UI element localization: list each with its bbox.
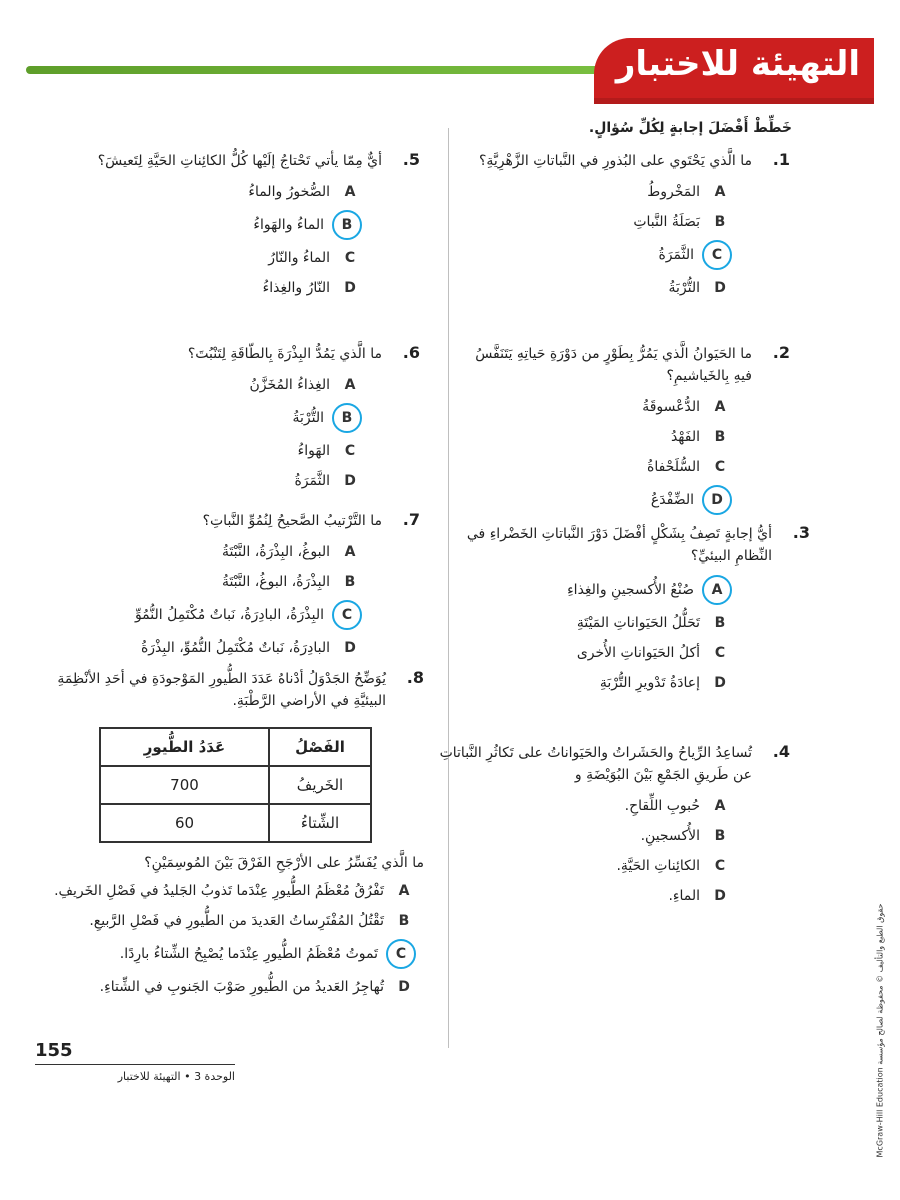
question-text: ما الحَيَوانُ الَّذي يَمُرُّ بِطَوْرٍ من دَوْرَةِ حَياتِهِ يَتَنَفَّسُ فيهِ بِالخَياشيمِ؟	[475, 346, 752, 384]
question-5	[34, 150, 420, 306]
option-text: الدُّعْسوقَةُ	[642, 399, 700, 415]
question-text: تُساعِدُ الرِّياحُ والحَشَراتُ والحَيَواناتُ على تَكاثُرِ النَّباتاتِ عن طَريقِ الجَمْعِ بَيْنَ البُوَيْضَةِ و	[439, 745, 752, 783]
option-a[interactable]	[34, 879, 416, 903]
option-a[interactable]	[430, 794, 732, 818]
option-text: الثَّمَرَةُ	[658, 247, 694, 263]
correct-answer-circle: C	[332, 600, 362, 630]
question-text: ما التَّرْتيبُ الصَّحيحُ لِنُمُوِّ النَّباتِ؟	[202, 513, 382, 529]
option-letter: A	[714, 798, 726, 814]
option-text: الأُكسجينِ.	[640, 828, 700, 844]
footer-rule	[35, 1064, 235, 1065]
table-header-count: عَدَدُ الطُّيورِ	[100, 728, 269, 766]
option-c[interactable]	[450, 641, 732, 665]
option-text: الصُّخورُ والماءُ	[248, 184, 330, 200]
option-text: الكائِناتِ الحَيَّةِ.	[616, 858, 700, 874]
option-letter: D	[344, 640, 356, 656]
option-letter: D	[344, 473, 356, 489]
option-b[interactable]	[34, 570, 362, 594]
option-d[interactable]	[430, 884, 732, 908]
option-d[interactable]	[34, 975, 416, 999]
option-letter: C	[714, 459, 726, 475]
question-text: أيُّ إجابةٍ تَصِفُ بِشَكْلٍ أفْضَلَ دَوْرَ النَّباتاتِ الخَضْراءِ في النِّظامِ البيئيِّ؟	[466, 526, 772, 564]
question-text: أيٌّ مِمّا يأتي تَحْتاجُ إلَيْها كُلُّ الكائِناتِ الحَيَّةِ لِتَعيشَ؟	[97, 153, 382, 169]
question-1	[460, 150, 790, 306]
option-letter: A	[714, 399, 726, 415]
option-letter: D	[344, 280, 356, 296]
question-number: 5.	[402, 150, 420, 169]
option-c[interactable]	[34, 600, 362, 630]
option-text: النّارُ والغِذاءُ	[262, 280, 330, 296]
option-text: صُنْعُ الأُكسجينِ والغِذاءِ	[567, 582, 694, 598]
correct-answer-circle: B	[332, 403, 362, 433]
correct-answer-circle: D	[702, 485, 732, 515]
correct-answer-circle: C	[702, 240, 732, 270]
option-b[interactable]	[460, 210, 732, 234]
table-cell: 700	[100, 766, 269, 804]
table-row	[100, 766, 371, 804]
question-number: 3.	[792, 523, 810, 542]
option-letter: B	[714, 214, 726, 230]
option-d[interactable]	[34, 636, 362, 660]
page-title: التهيئة للاختبار	[615, 44, 860, 84]
option-text: التُّرْبَةُ	[668, 280, 700, 296]
page-number: 155	[35, 1040, 73, 1061]
option-text: البِذْرَةُ، البادِرَةُ، نَباتٌ مُكْتَمِلُ النُّمُوِّ	[134, 607, 324, 623]
option-text: الضِّفْدَعُ	[650, 492, 694, 508]
option-b[interactable]	[430, 824, 732, 848]
option-text: تُهاجِرُ العَديدُ من الطُّيورِ صَوْبَ الجَنوبِ في الشِّتاءِ.	[99, 979, 384, 995]
option-b[interactable]	[34, 909, 416, 933]
option-letter: A	[398, 883, 410, 899]
option-text: الهَواءُ	[297, 443, 330, 459]
footer-unit-label: الوحدة 3 • التهيئة للاختبار	[117, 1070, 235, 1083]
option-c[interactable]	[460, 240, 732, 270]
option-d[interactable]	[460, 276, 732, 300]
question-6	[34, 343, 420, 499]
option-a[interactable]	[34, 373, 362, 397]
option-a[interactable]	[460, 180, 732, 204]
option-text: الماءُ والهَواءُ	[253, 217, 324, 233]
table-header-season: الفَصْلُ	[269, 728, 371, 766]
option-letter: B	[398, 913, 410, 929]
option-text: السُّلَحْفاةُ	[647, 459, 700, 475]
option-text: الفَهْدُ	[670, 429, 700, 445]
option-text: الغِذاءُ المُخَزَّنُ	[249, 377, 330, 393]
option-a[interactable]	[460, 395, 732, 419]
option-text: البِذْرَةُ، البوغُ، النَّبْتَةُ	[221, 574, 330, 590]
option-b[interactable]	[34, 210, 362, 240]
option-text: بَصَلَةُ النَّباتِ	[633, 214, 700, 230]
correct-answer-circle: A	[702, 575, 732, 605]
option-text: الثَّمَرَةُ	[294, 473, 330, 489]
option-c[interactable]	[34, 246, 362, 270]
option-text: الماءُ والنّارُ	[268, 250, 330, 266]
question-3	[450, 523, 810, 701]
option-text: تَفْرُقُ مُعْظَمُ الطُّيورِ عِنْدَما تَذوبُ الجَليدُ في فَصْلِ الخَريفِ.	[54, 883, 384, 899]
option-letter: D	[398, 979, 410, 995]
option-letter: B	[714, 429, 726, 445]
option-letter: A	[344, 377, 356, 393]
question-stem: ما الَّذي يُفَسِّرُ على الأرْجَحِ الفَرْقَ بَيْنَ المُوسِمَيْنِ؟	[144, 855, 424, 871]
side-copyright	[872, 903, 888, 1157]
option-c[interactable]	[460, 455, 732, 479]
question-text: ما الَّذي يَمُدُّ البِذْرَةَ بِالطّاقَةِ لِتَنْبُتَ؟	[187, 346, 382, 362]
table-cell: 60	[100, 804, 269, 842]
option-c[interactable]	[430, 854, 732, 878]
correct-answer-circle: C	[386, 939, 416, 969]
option-text: البوغُ، البِذْرَةُ، النَّبْتَةُ	[221, 544, 330, 560]
copyright-text: McGraw-Hill Education حقوق الطبع والتأليف © محفوظة لصالح مؤسسة	[875, 903, 885, 1157]
question-number: 2.	[772, 343, 790, 362]
option-a[interactable]	[450, 575, 732, 605]
option-letter: C	[714, 858, 726, 874]
option-letter: C	[344, 250, 356, 266]
option-text: أكلُ الحَيَواناتِ الأُخرى	[576, 645, 700, 661]
option-b[interactable]	[450, 611, 732, 635]
question-text: ما الَّذي يَحْتَوي على البُذورِ في النَّباتاتِ الزَّهْرِيَّةِ؟	[478, 153, 752, 169]
question-number: 7.	[402, 510, 420, 529]
option-d[interactable]	[460, 485, 732, 515]
option-text: المَخْروطُ	[647, 184, 700, 200]
correct-answer-circle: B	[332, 210, 362, 240]
option-letter: D	[714, 888, 726, 904]
option-a[interactable]	[34, 180, 362, 204]
option-text: تَقْتُلُ المُفْتَرِساتُ العَديدَ من الطُّيورِ في فَصْلِ الرَّبيعِ.	[89, 913, 384, 929]
question-text: يُوَضِّحُ الجَدْوَلُ أدْناهُ عَدَدَ الطُّيورِ المَوْجودَةِ في أحَدِ الأنْظِمَةِ البيئيَّةِ في الأراضي الرَّطْبَةِ.	[57, 671, 386, 709]
table-cell: الشِّتاءُ	[269, 804, 371, 842]
option-d[interactable]	[34, 276, 362, 300]
table-cell: الخَريفُ	[269, 766, 371, 804]
option-text: الماءِ.	[668, 888, 700, 904]
option-letter: B	[344, 574, 356, 590]
option-letter: B	[714, 828, 726, 844]
question-number: 4.	[772, 742, 790, 761]
question-2	[460, 343, 790, 521]
question-number: 6.	[402, 343, 420, 362]
option-d[interactable]	[34, 469, 362, 493]
option-text: التُّرْبَةُ	[292, 410, 324, 426]
question-4	[430, 742, 790, 914]
question-number: 1.	[772, 150, 790, 169]
option-text: حُبوبِ اللِّقاحِ.	[624, 798, 700, 814]
option-a[interactable]	[34, 540, 362, 564]
instruction-text: خَطِّطْ أَفْضَلَ إجابةٍ لِكُلِّ سُؤالٍ.	[588, 120, 792, 136]
option-letter: B	[714, 615, 726, 631]
header-rule	[26, 66, 666, 74]
option-text: إعادَةُ تَدْويرِ التُّرْبَةِ	[599, 675, 700, 691]
option-letter: D	[714, 280, 726, 296]
option-letter: A	[344, 544, 356, 560]
question-7	[34, 510, 420, 666]
option-text: تَموتُ مُعْظَمُ الطُّيورِ عِنْدَما يُصْبِحُ الشِّتاءُ بارِدًا.	[119, 946, 378, 962]
option-text: البادِرَةُ، نَباتٌ مُكْتَمِلُ النُّمُوِّ، البِذْرَةُ	[140, 640, 330, 656]
question-8	[34, 668, 424, 712]
option-letter: C	[344, 443, 356, 459]
birds-table	[99, 727, 372, 843]
option-letter: D	[714, 675, 726, 691]
table-header-row	[100, 728, 371, 766]
question-8-sub	[34, 855, 424, 1005]
option-b[interactable]	[34, 403, 362, 433]
option-letter: C	[714, 645, 726, 661]
option-c[interactable]	[34, 939, 416, 969]
option-b[interactable]	[460, 425, 732, 449]
question-number: 8.	[406, 668, 424, 687]
option-letter: A	[344, 184, 356, 200]
option-text: تَحَلُّلُ الحَيَواناتِ المَيْتَةِ	[576, 615, 700, 631]
option-letter: A	[714, 184, 726, 200]
option-c[interactable]	[34, 439, 362, 463]
option-d[interactable]	[450, 671, 732, 695]
table-row	[100, 804, 371, 842]
